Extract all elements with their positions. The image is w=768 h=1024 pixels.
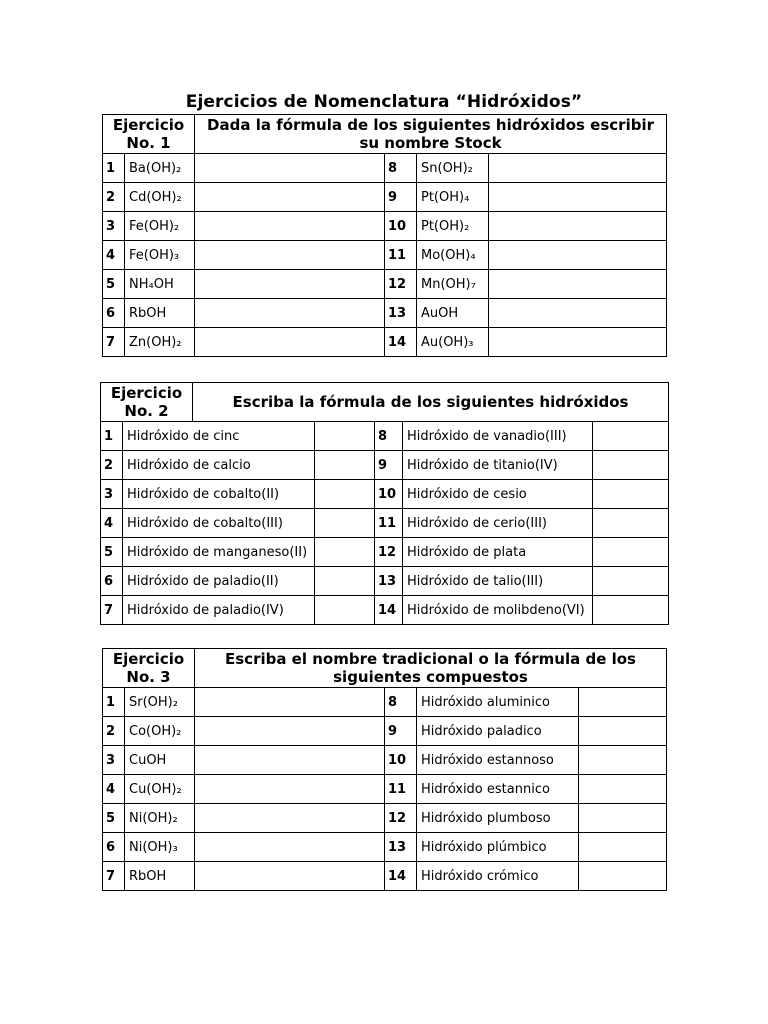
item-name: Hidróxido de titanio(IV) bbox=[403, 451, 593, 480]
answer-cell[interactable] bbox=[489, 241, 667, 270]
exercise-instruction: Dada la fórmula de los siguientes hidróxidos escribir su nombre Stock bbox=[195, 115, 667, 154]
table-row bbox=[101, 538, 669, 567]
item-number: 3 bbox=[101, 480, 123, 509]
item-name: Hidróxido aluminico bbox=[417, 688, 579, 717]
item-name: Hidróxido de cobalto(II) bbox=[123, 480, 315, 509]
answer-cell[interactable] bbox=[195, 717, 385, 746]
exercise-label bbox=[101, 383, 193, 422]
answer-cell[interactable] bbox=[195, 212, 385, 241]
answer-cell[interactable] bbox=[195, 746, 385, 775]
answer-cell[interactable] bbox=[315, 451, 375, 480]
item-name: Hidróxido crómico bbox=[417, 862, 579, 891]
answer-cell[interactable] bbox=[579, 833, 667, 862]
item-formula: Mo(OH)₄ bbox=[417, 241, 489, 270]
table-row bbox=[101, 451, 669, 480]
answer-cell[interactable] bbox=[593, 538, 669, 567]
exercise-label-line1: Ejercicio bbox=[110, 384, 183, 402]
answer-cell[interactable] bbox=[195, 775, 385, 804]
table-row bbox=[103, 833, 667, 862]
table-row bbox=[103, 183, 667, 212]
item-formula: Sr(OH)₂ bbox=[125, 688, 195, 717]
answer-cell[interactable] bbox=[593, 451, 669, 480]
item-formula: Mn(OH)₇ bbox=[417, 270, 489, 299]
item-number: 11 bbox=[385, 241, 417, 270]
answer-cell[interactable] bbox=[315, 422, 375, 451]
item-name: Hidróxido de cinc bbox=[123, 422, 315, 451]
table-row bbox=[103, 299, 667, 328]
item-number: 7 bbox=[103, 862, 125, 891]
item-name: Hidróxido de plata bbox=[403, 538, 593, 567]
item-number: 2 bbox=[103, 183, 125, 212]
answer-cell[interactable] bbox=[489, 154, 667, 183]
item-formula: RbOH bbox=[125, 299, 195, 328]
answer-cell[interactable] bbox=[593, 567, 669, 596]
answer-cell[interactable] bbox=[195, 862, 385, 891]
item-name: Hidróxido de cobalto(III) bbox=[123, 509, 315, 538]
exercise-label-line2: No. 2 bbox=[124, 402, 169, 420]
answer-cell[interactable] bbox=[593, 596, 669, 625]
answer-cell[interactable] bbox=[195, 804, 385, 833]
item-number: 5 bbox=[103, 270, 125, 299]
item-name: Hidróxido de paladio(IV) bbox=[123, 596, 315, 625]
table-row bbox=[101, 480, 669, 509]
exercise-instruction: Escriba la fórmula de los siguientes hidróxidos bbox=[193, 383, 669, 422]
item-number: 5 bbox=[103, 804, 125, 833]
item-name: Hidróxido de vanadio(III) bbox=[403, 422, 593, 451]
table-row bbox=[103, 746, 667, 775]
table-row bbox=[101, 509, 669, 538]
item-formula: RbOH bbox=[125, 862, 195, 891]
answer-cell[interactable] bbox=[315, 596, 375, 625]
item-number: 8 bbox=[385, 688, 417, 717]
exercise-label-line2: No. 3 bbox=[126, 668, 171, 686]
item-formula: Cd(OH)₂ bbox=[125, 183, 195, 212]
item-number: 3 bbox=[103, 212, 125, 241]
answer-cell[interactable] bbox=[315, 509, 375, 538]
table-row bbox=[101, 422, 669, 451]
item-number: 6 bbox=[103, 833, 125, 862]
exercise-label bbox=[103, 115, 195, 154]
answer-cell[interactable] bbox=[195, 154, 385, 183]
item-formula: Pt(OH)₂ bbox=[417, 212, 489, 241]
item-number: 9 bbox=[375, 451, 403, 480]
table-row bbox=[103, 688, 667, 717]
item-name: Hidróxido de talio(III) bbox=[403, 567, 593, 596]
item-number: 9 bbox=[385, 717, 417, 746]
exercise-label-line2: No. 1 bbox=[126, 134, 171, 152]
table-row bbox=[103, 154, 667, 183]
answer-cell[interactable] bbox=[195, 688, 385, 717]
item-number: 10 bbox=[385, 746, 417, 775]
item-formula: NH₄OH bbox=[125, 270, 195, 299]
answer-cell[interactable] bbox=[195, 183, 385, 212]
exercise-label-line1: Ejercicio bbox=[112, 116, 185, 134]
answer-cell[interactable] bbox=[489, 328, 667, 357]
answer-cell[interactable] bbox=[593, 422, 669, 451]
item-number: 14 bbox=[385, 328, 417, 357]
item-formula: Cu(OH)₂ bbox=[125, 775, 195, 804]
exercise-label-line1: Ejercicio bbox=[112, 650, 185, 668]
item-number: 4 bbox=[103, 241, 125, 270]
item-formula: Fe(OH)₂ bbox=[125, 212, 195, 241]
answer-cell[interactable] bbox=[315, 538, 375, 567]
item-formula: AuOH bbox=[417, 299, 489, 328]
item-number: 12 bbox=[375, 538, 403, 567]
item-number: 2 bbox=[103, 717, 125, 746]
item-number: 13 bbox=[375, 567, 403, 596]
item-number: 9 bbox=[385, 183, 417, 212]
answer-cell[interactable] bbox=[579, 775, 667, 804]
page-title: Ejercicios de Nomenclatura “Hidróxidos” bbox=[185, 92, 583, 112]
item-number: 1 bbox=[103, 688, 125, 717]
item-number: 6 bbox=[101, 567, 123, 596]
exercise-3-table bbox=[102, 648, 667, 891]
item-formula: Ba(OH)₂ bbox=[125, 154, 195, 183]
answer-cell[interactable] bbox=[593, 509, 669, 538]
table-row bbox=[103, 212, 667, 241]
table-row bbox=[103, 775, 667, 804]
answer-cell[interactable] bbox=[579, 688, 667, 717]
table-row bbox=[103, 328, 667, 357]
answer-cell[interactable] bbox=[489, 270, 667, 299]
item-formula: Sn(OH)₂ bbox=[417, 154, 489, 183]
item-number: 8 bbox=[385, 154, 417, 183]
item-number: 1 bbox=[101, 422, 123, 451]
item-number: 14 bbox=[385, 862, 417, 891]
item-number: 8 bbox=[375, 422, 403, 451]
answer-cell[interactable] bbox=[195, 299, 385, 328]
item-name: Hidróxido de paladio(II) bbox=[123, 567, 315, 596]
item-formula: CuOH bbox=[125, 746, 195, 775]
item-number: 1 bbox=[103, 154, 125, 183]
item-formula: Ni(OH)₃ bbox=[125, 833, 195, 862]
item-number: 7 bbox=[101, 596, 123, 625]
item-name: Hidróxido plúmbico bbox=[417, 833, 579, 862]
item-name: Hidróxido estannoso bbox=[417, 746, 579, 775]
item-name: Hidróxido estannico bbox=[417, 775, 579, 804]
item-formula: Fe(OH)₃ bbox=[125, 241, 195, 270]
table-row bbox=[103, 241, 667, 270]
item-number: 11 bbox=[375, 509, 403, 538]
item-number: 4 bbox=[103, 775, 125, 804]
answer-cell[interactable] bbox=[579, 746, 667, 775]
item-number: 11 bbox=[385, 775, 417, 804]
item-name: Hidróxido plumboso bbox=[417, 804, 579, 833]
item-number: 7 bbox=[103, 328, 125, 357]
item-name: Hidróxido de molibdeno(VI) bbox=[403, 596, 593, 625]
item-number: 12 bbox=[385, 270, 417, 299]
item-formula: Pt(OH)₄ bbox=[417, 183, 489, 212]
exercise-2-table bbox=[100, 382, 669, 625]
item-formula: Au(OH)₃ bbox=[417, 328, 489, 357]
table-row bbox=[101, 596, 669, 625]
table-row bbox=[101, 567, 669, 596]
item-number: 6 bbox=[103, 299, 125, 328]
item-name: Hidróxido de cesio bbox=[403, 480, 593, 509]
item-name: Hidróxido de cerio(III) bbox=[403, 509, 593, 538]
item-name: Hidróxido de manganeso(II) bbox=[123, 538, 315, 567]
item-number: 5 bbox=[101, 538, 123, 567]
item-formula: Ni(OH)₂ bbox=[125, 804, 195, 833]
exercise-instruction: Escriba el nombre tradicional o la fórmula de los siguientes compuestos bbox=[195, 649, 667, 688]
answer-cell[interactable] bbox=[579, 862, 667, 891]
table-row bbox=[103, 862, 667, 891]
answer-cell[interactable] bbox=[489, 299, 667, 328]
answer-cell[interactable] bbox=[489, 183, 667, 212]
answer-cell[interactable] bbox=[195, 241, 385, 270]
item-formula: Zn(OH)₂ bbox=[125, 328, 195, 357]
table-row bbox=[103, 717, 667, 746]
item-number: 3 bbox=[103, 746, 125, 775]
item-number: 10 bbox=[375, 480, 403, 509]
answer-cell[interactable] bbox=[315, 480, 375, 509]
exercise-1-table bbox=[102, 114, 667, 357]
item-number: 10 bbox=[385, 212, 417, 241]
item-formula: Co(OH)₂ bbox=[125, 717, 195, 746]
item-number: 14 bbox=[375, 596, 403, 625]
answer-cell[interactable] bbox=[315, 567, 375, 596]
answer-cell[interactable] bbox=[489, 212, 667, 241]
answer-cell[interactable] bbox=[579, 804, 667, 833]
item-number: 4 bbox=[101, 509, 123, 538]
table-row bbox=[103, 270, 667, 299]
answer-cell[interactable] bbox=[195, 328, 385, 357]
answer-cell[interactable] bbox=[195, 270, 385, 299]
item-number: 13 bbox=[385, 833, 417, 862]
answer-cell[interactable] bbox=[195, 833, 385, 862]
answer-cell[interactable] bbox=[579, 717, 667, 746]
exercise-label bbox=[103, 649, 195, 688]
item-number: 12 bbox=[385, 804, 417, 833]
item-name: Hidróxido paladico bbox=[417, 717, 579, 746]
item-number: 2 bbox=[101, 451, 123, 480]
item-number: 13 bbox=[385, 299, 417, 328]
table-row bbox=[103, 804, 667, 833]
answer-cell[interactable] bbox=[593, 480, 669, 509]
item-name: Hidróxido de calcio bbox=[123, 451, 315, 480]
